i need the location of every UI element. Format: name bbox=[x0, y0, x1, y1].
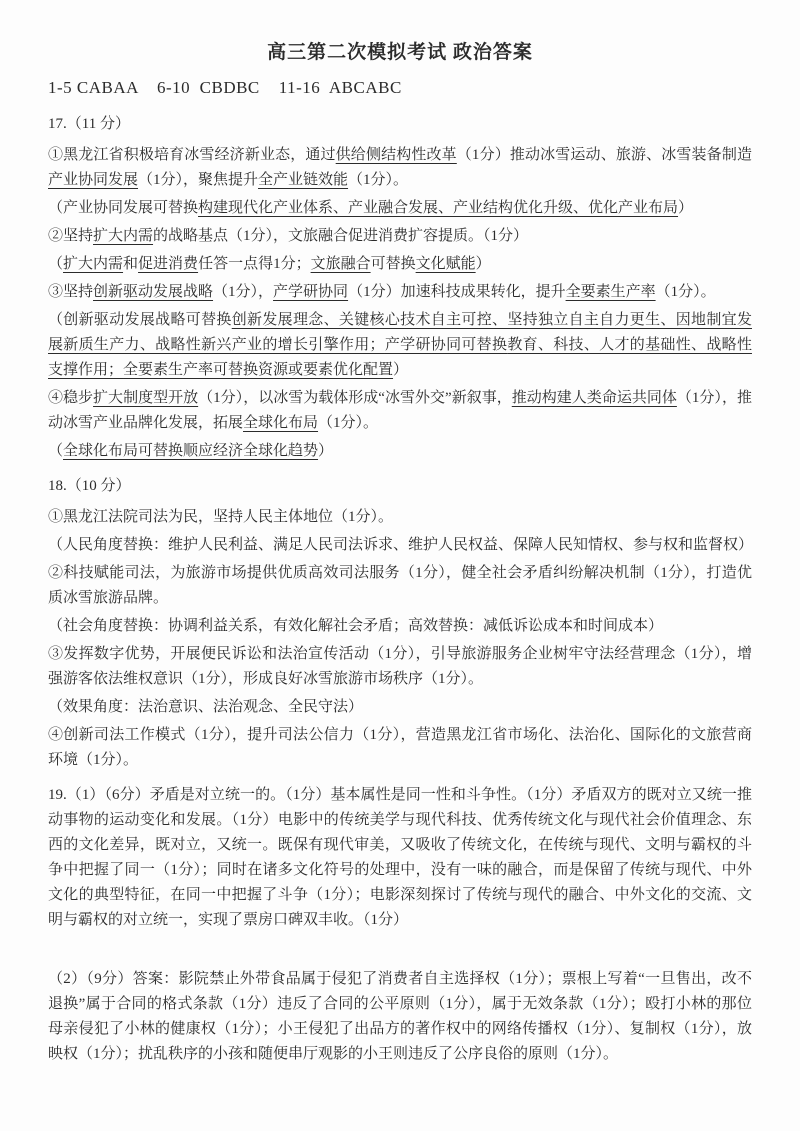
section-heading: 18.（10 分） bbox=[48, 478, 131, 494]
section-heading: 17.（11 分） bbox=[48, 116, 130, 132]
underlined-key-term: 扩大内需 bbox=[93, 228, 154, 244]
text-segment: 和 bbox=[123, 256, 139, 272]
underlined-key-term: 文化赋能 bbox=[415, 256, 476, 272]
text-segment: ） bbox=[318, 443, 334, 459]
text-segment: 的战略基点（1分），文旅融合促进消费扩容提质。（1分） bbox=[153, 228, 529, 244]
text-segment: （1分），推动冰雪产业品牌化发展，拓展 bbox=[48, 390, 752, 431]
text-segment: （ bbox=[48, 256, 64, 272]
text-segment: （2）（9分）答案：影院禁止外带食品属于侵犯了消费者自主选择权（1分）；票根上写着“一旦售出，改不退换”属于合同的格式条款（1分）违反了合同的公平原则（1分），属于无效条款（1分）；殴打小林的那位母亲侵犯了小林的健康权（1分）；小王侵犯了出品方的著作权中的网络传播权（1分）、复制权（1分），放映权（1分）；扰乱秩序的小孩和随便串厅观影的小王则违反了公序良俗的原则（1分）。 bbox=[48, 971, 752, 1062]
underlined-key-term: 扩大内需 bbox=[63, 256, 124, 272]
underlined-key-term: 全球化布局可替换顺应经济全球化趋势 bbox=[63, 443, 319, 459]
answer-paragraph bbox=[48, 224, 752, 249]
answer-paragraph bbox=[48, 196, 752, 221]
text-segment: （效果角度：法治意识、法治观念、全民守法） bbox=[48, 699, 364, 715]
answer-section bbox=[48, 112, 752, 464]
answer-paragraph bbox=[48, 723, 752, 773]
answer-section bbox=[48, 783, 752, 1067]
answer-paragraph bbox=[48, 439, 752, 464]
answer-paragraph bbox=[48, 642, 752, 692]
answer-paragraph bbox=[48, 561, 752, 611]
text-segment: ②坚持 bbox=[48, 228, 94, 244]
answer-paragraph bbox=[48, 308, 752, 383]
text-segment: （社会角度替换：协调利益关系，有效化解社会矛盾；高效替换：减低诉讼成本和时间成本） bbox=[48, 618, 664, 634]
sections-container bbox=[48, 112, 752, 1067]
text-segment: ） bbox=[678, 200, 694, 216]
underlined-key-term: 产学研协同 bbox=[273, 284, 349, 300]
text-segment: （1分）。 bbox=[318, 415, 379, 431]
text-segment: ②科技赋能司法，为旅游市场提供优质高效司法服务（1分），健全社会矛盾纠纷解决机制（1分），打造优质冰雪旅游品牌。 bbox=[48, 565, 752, 606]
text-segment: （1分）加速科技成果转化，提升 bbox=[348, 284, 566, 300]
text-segment: ④稳步 bbox=[48, 390, 94, 406]
underlined-key-term: 全球化布局 bbox=[243, 415, 319, 431]
text-segment: （创新驱动发展战略可替换 bbox=[48, 312, 232, 328]
answer-paragraph bbox=[48, 614, 752, 639]
underlined-key-term: 文旅融合 bbox=[310, 256, 371, 272]
text-segment: （1分）。 bbox=[348, 172, 409, 188]
text-segment: （ bbox=[48, 443, 64, 459]
text-segment: （人民角度替换：维护人民利益、满足人民司法诉求、维护人民权益、保障人民知情权、参与权和监督权） bbox=[48, 537, 754, 553]
underlined-key-term: 扩大制度型开放 bbox=[93, 390, 199, 406]
answer-paragraph bbox=[48, 252, 752, 277]
answer-paragraph bbox=[48, 695, 752, 720]
answer-paragraph bbox=[48, 505, 752, 530]
text-segment: （产业协同发展可替换 bbox=[48, 200, 199, 216]
answer-paragraph bbox=[48, 967, 752, 1067]
text-segment: ） bbox=[475, 256, 491, 272]
underlined-key-term: 全要素生产率 bbox=[565, 284, 656, 300]
underlined-key-term: 创新发展理念、关键核心技术自主可控、坚持独立自主自力更生、因地制宜发展新质生产力、战略性新兴产业的增长引擎作用； bbox=[48, 312, 752, 353]
text-segment: （1分），聚焦提升 bbox=[138, 172, 259, 188]
underlined-key-term: 推动构建人类命运共同体 bbox=[511, 390, 677, 406]
underlined-key-term: 产学研协同可替换 bbox=[384, 337, 508, 353]
underlined-key-term: 供给侧结构性改革 bbox=[335, 147, 457, 163]
text-segment: ③坚持 bbox=[48, 284, 94, 300]
text-segment: ①黑龙江法院司法为民，坚持人民主体地位（1分）。 bbox=[48, 509, 394, 525]
answer-section bbox=[48, 474, 752, 773]
answer-paragraph bbox=[48, 533, 752, 558]
text-segment: （1分）， bbox=[213, 284, 274, 300]
underlined-key-term: 构建现代化产业体系、产业融合发展、产业结构优化升级、优化产业布局 bbox=[198, 200, 679, 216]
text-segment: 任答一点得1分； bbox=[198, 256, 311, 272]
underlined-key-term: 全要素生产率可替换资源或要素优化配置 bbox=[123, 362, 394, 378]
answer-paragraph bbox=[48, 386, 752, 436]
underlined-key-term: 教育、科技、人才的基础性、战略性支撑作用； bbox=[48, 337, 752, 378]
answer-paragraph bbox=[48, 143, 752, 193]
text-segment: （1分），以冰雪为载体形成“冰雪外交”新叙事， bbox=[198, 390, 512, 406]
underlined-key-term: 产业协同发展 bbox=[48, 172, 139, 188]
text-segment: ④创新司法工作模式（1分），提升司法公信力（1分），营造黑龙江省市场化、法治化、国际化的文旅营商环境（1分）。 bbox=[48, 727, 752, 768]
answer-paragraph bbox=[48, 280, 752, 305]
text-segment: ） bbox=[393, 362, 409, 378]
answer-paragraph bbox=[48, 783, 752, 933]
text-segment: （1分）推动冰雪运动、旅游、冰雪装备制造 bbox=[456, 147, 752, 163]
multiple-choice-answer-key: 1-5 CABAA 6-10 CBDBC 11-16 ABCABC bbox=[48, 78, 402, 97]
text-segment: 可替换 bbox=[370, 256, 416, 272]
underlined-key-term: 全产业链效能 bbox=[258, 172, 349, 188]
underlined-key-term: 促进消费 bbox=[138, 256, 199, 272]
underlined-key-term: 创新驱动发展战略 bbox=[93, 284, 214, 300]
text-segment: ③发挥数字优势，开展便民诉讼和法治宣传活动（1分），引导旅游服务企业树牢守法经营理念（1分），增强游客依法维权意识（1分），形成良好冰雪旅游市场秩序（1分）。 bbox=[48, 646, 752, 687]
page-title: 高三第二次模拟考试 政治答案 bbox=[267, 42, 533, 63]
text-segment: ①黑龙江省积极培育冰雪经济新业态，通过 bbox=[48, 147, 336, 163]
text-segment: （1分）。 bbox=[655, 284, 716, 300]
text-segment: 19.（1）（6分）矛盾是对立统一的。（1分）基本属性是同一性和斗争性。（1分）矛盾双方的既对立又统一推动事物的运动变化和发展。（1分）电影中的传统美学与现代科技、优秀传统文化与现代社会价值理念、东西的文化差异，既对立，又统一。既保有现代审美，又吸收了传统文化，在传统与现代、文明与霸权的斗争中把握了同一（1分）；同时在诸多文化符号的处理中，没有一味的融合，而是保留了传统与现代、中外文化的典型特征，在同一中把握了斗争（1分）；电影深刻探讨了传统与现代的融合、中外文化的交流、文明与霸权的对立统一，实现了票房口碑双丰收。（1分） bbox=[48, 787, 752, 928]
